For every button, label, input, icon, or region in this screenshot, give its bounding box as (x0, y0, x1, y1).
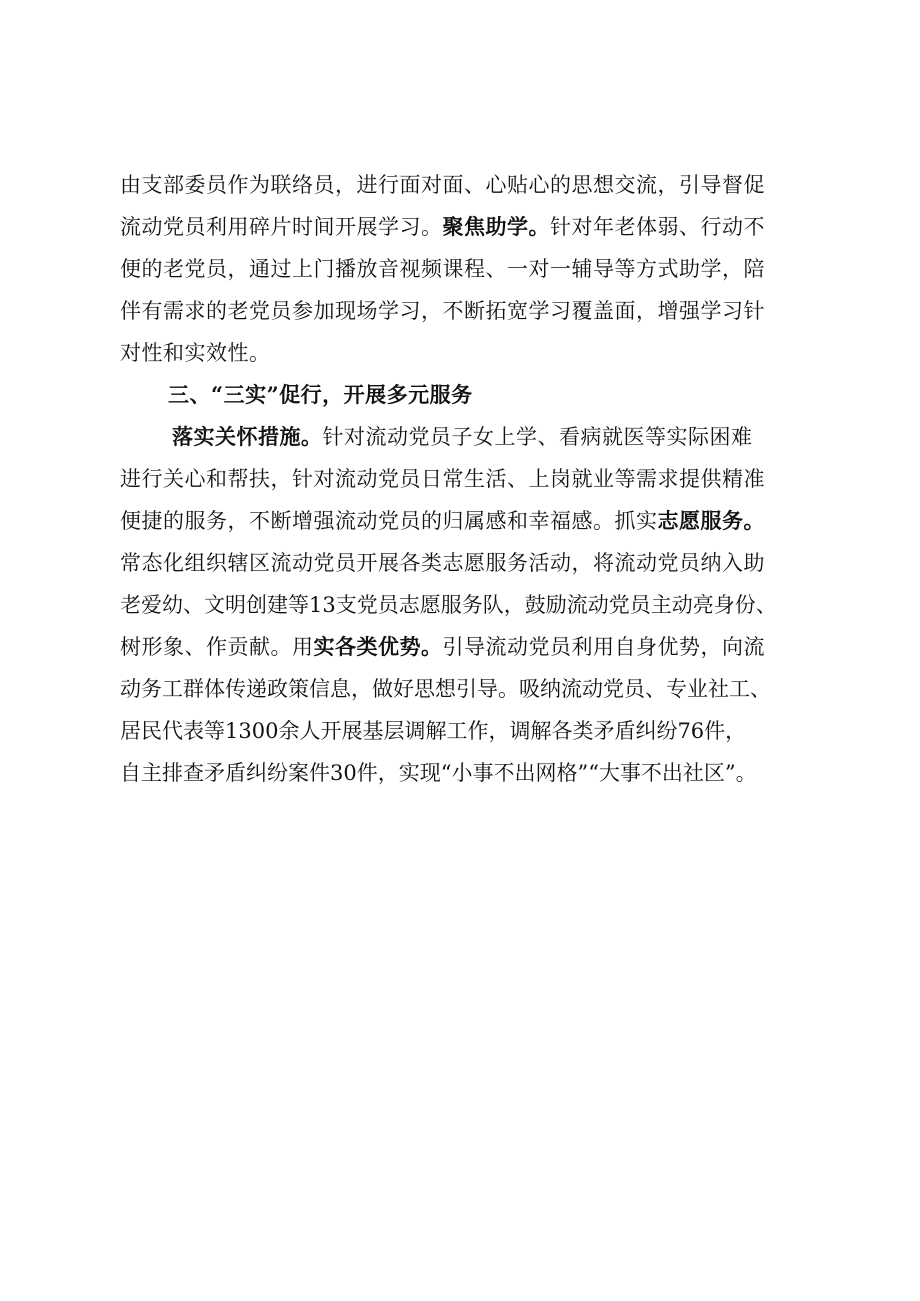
paragraph-line (120, 206, 820, 248)
section-heading: 三、“三实”促行，开展多元服务 (168, 382, 473, 407)
paragraph-line: 由支部委员作为联络员，进行面对面、心贴心的思想交流，引导督促 (120, 173, 765, 197)
line-text: 流动党员利用碎片时间开展学习。 (120, 215, 443, 239)
paragraph-line: 对性和实效性。 (120, 341, 271, 365)
paragraph-line: 便的老党员，通过上门播放音视频课程、一对一辅导等方式助学，陪 (120, 257, 765, 281)
paragraph-line: 动务工群体传递政策信息，做好思想引导。吸纳流动党员、专业社工、 (120, 677, 771, 701)
bold-lead-phrase: 志愿服务。 (657, 508, 765, 533)
paragraph-line: 老爱幼、文明创建等13支党员志愿服务队，鼓励流动党员主动亮身份、 (120, 593, 777, 617)
paragraph-line (120, 626, 820, 668)
line-text: 引导流动党员利用自身优势，向流 (442, 635, 765, 659)
paragraph-line (120, 500, 820, 542)
line-text: 针对年老体弱、行动不 (550, 215, 765, 239)
bold-lead-phrase: 实各类优势。 (313, 634, 443, 659)
bold-lead-phrase: 落实关怀措施。 (172, 424, 323, 449)
paragraph-study (120, 164, 820, 374)
paragraph-line: 进行关心和帮扶，针对流动党员日常生活、上岗就业等需求提供精准 (120, 467, 765, 491)
line-text: 针对流动党员子女上学、看病就医等实际困难 (322, 425, 753, 449)
line-text: 便捷的服务，不断增强流动党员的归属感和幸福感。抓实 (120, 509, 658, 533)
paragraph-line: 伴有需求的老党员参加现场学习，不断拓宽学习覆盖面，增强学习针 (120, 299, 765, 323)
paragraph-services (120, 416, 820, 794)
paragraph-line: 居民代表等1300余人开展基层调解工作，调解各类矛盾纠纷76件， (120, 719, 747, 743)
paragraph-line: 常态化组织辖区流动党员开展各类志愿服务活动，将流动党员纳入助 (120, 551, 765, 575)
bold-lead-phrase: 聚焦助学。 (442, 214, 550, 239)
paragraph-line: 自主排查矛盾纠纷案件30件，实现“小事不出网格”“大事不出社区”。 (120, 761, 757, 785)
line-text: 树形象、作贡献。用 (120, 635, 314, 659)
document-body (120, 164, 820, 794)
paragraph-line (120, 416, 820, 458)
